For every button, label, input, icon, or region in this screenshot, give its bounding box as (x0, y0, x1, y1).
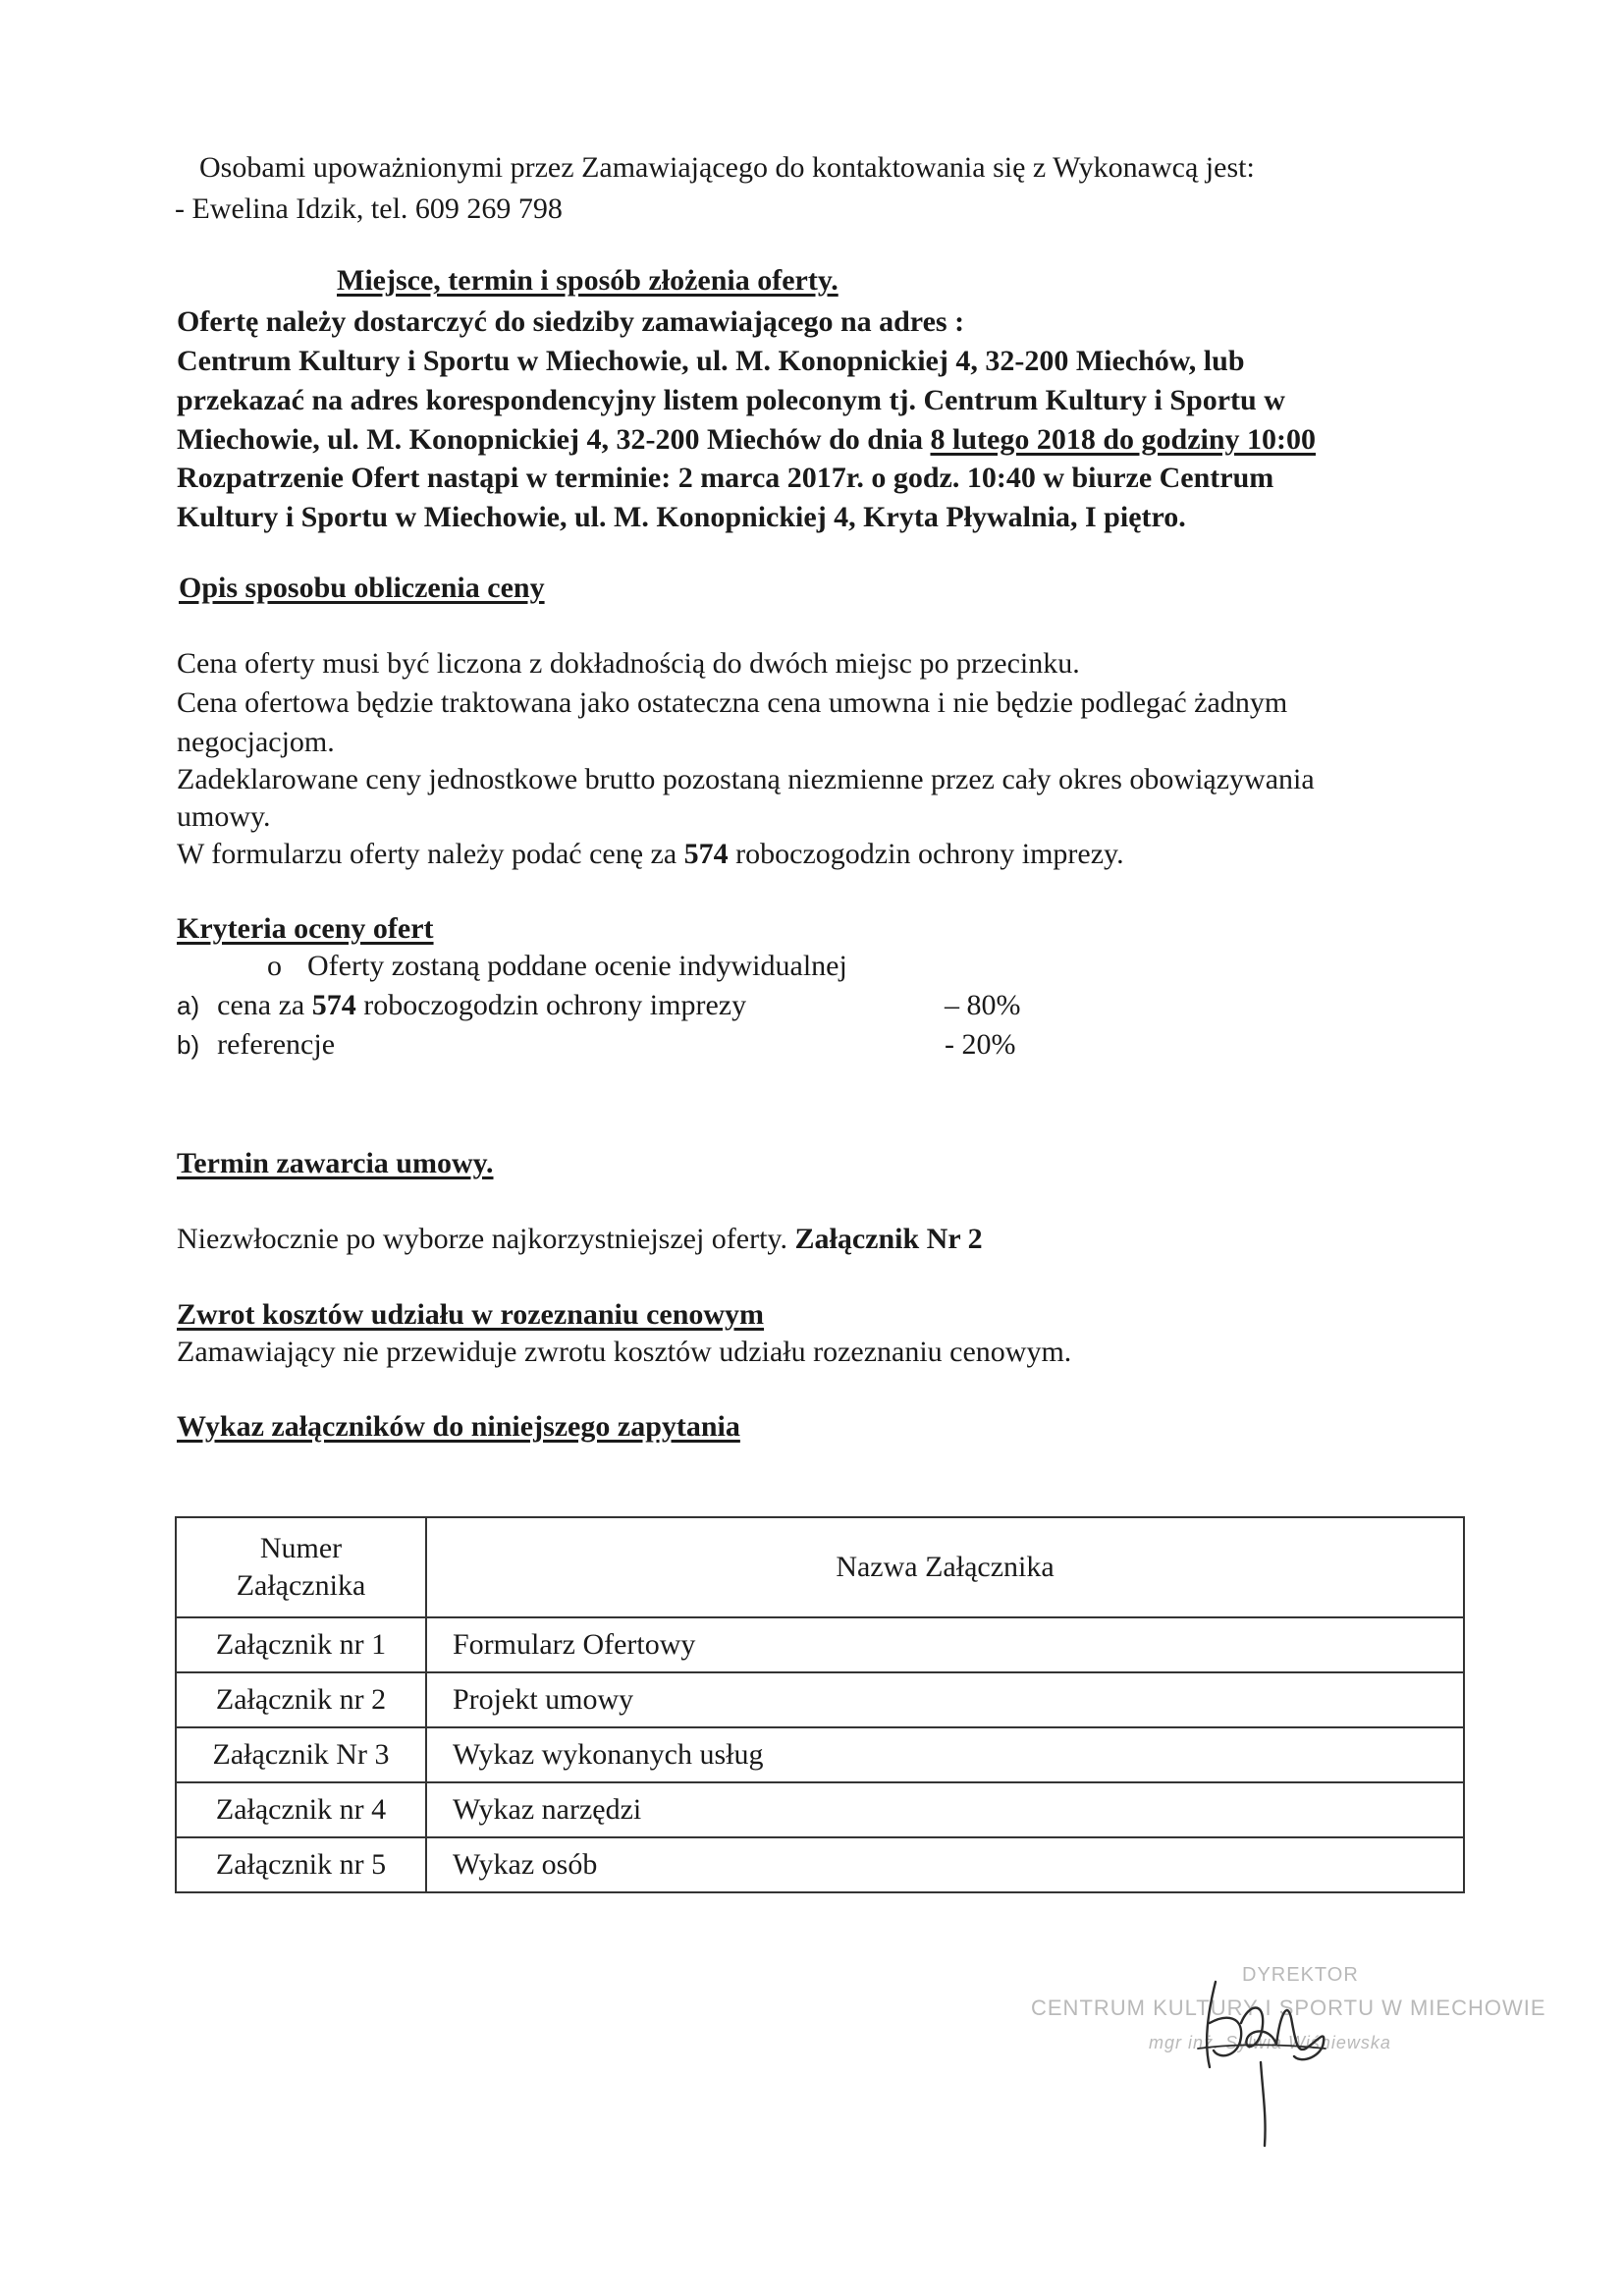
pricing-last-prefix: W formularzu oferty należy podać cenę za (177, 838, 684, 870)
contact-intro: Osobami upoważnionymi przez Zamawiającego do kontaktowania się z Wykonawcą jest: (199, 151, 1255, 184)
item-hours: 574 (311, 989, 356, 1021)
stamp-top-text: DYREKTOR (1242, 1964, 1359, 1986)
col-number-header (176, 1517, 426, 1617)
bullet-marker: o (267, 950, 282, 982)
director-stamp (1031, 1954, 1546, 2151)
contact-person: - Ewelina Idzik, tel. 609 269 798 (175, 192, 563, 225)
stamp-middle-text: CENTRUM KULTURY I SPORTU W MIECHOWIE (1031, 1995, 1546, 2020)
attachment-name: Wykaz wykonanych usług (426, 1727, 1464, 1782)
attachment-name: Formularz Ofertowy (426, 1617, 1464, 1672)
refund-text: Zamawiający nie przewiduje zwrotu kosztów udziału rozeznaniu cenowym. (177, 1336, 1072, 1368)
criteria-weight: - 20% (945, 1028, 1016, 1061)
pricing-line: umowy. (177, 800, 271, 833)
contract-attachment-ref: Załącznik Nr 2 (794, 1223, 983, 1255)
criteria-weight: – 80% (945, 989, 1021, 1021)
attachment-name: Wykaz osób (426, 1837, 1464, 1892)
table-row (176, 1837, 1464, 1892)
bullet-text: Oferty zostaną poddane ocenie indywidualnej (307, 950, 847, 982)
criteria-heading: Kryteria oceny ofert (177, 912, 434, 945)
submission-heading: Miejsce, termin i sposób złożenia oferty. (337, 264, 839, 297)
attachment-number: Załącznik nr 4 (176, 1782, 426, 1837)
pricing-line: negocjacjom. (177, 726, 335, 758)
attachment-number: Załącznik Nr 3 (176, 1727, 426, 1782)
table-row (176, 1617, 1464, 1672)
stamp-bottom-text: mgr inż. Sylwia Wiśniewska (1149, 2033, 1391, 2052)
submission-line: Centrum Kultury i Sportu w Miechowie, ul. M. Konopnickiej 4, 32-200 Miechów, lub (177, 345, 1245, 377)
col-number-line2: Załącznika (236, 1569, 366, 1602)
table-row (176, 1672, 1464, 1727)
submission-line: Rozpatrzenie Ofert nastąpi w terminie: 2 marca 2017r. o godz. 10:40 w biurze Centrum (177, 462, 1274, 494)
table-header-row (176, 1517, 1464, 1617)
item-suffix: roboczogodzin ochrony imprezy (355, 989, 747, 1021)
item-marker: a) (177, 991, 200, 1020)
item-prefix: cena za (217, 989, 312, 1021)
item-marker: b) (177, 1030, 200, 1060)
item-prefix: referencje (217, 1028, 336, 1061)
submission-line: Kultury i Sportu w Miechowie, ul. M. Konopnickiej 4, Kryta Pływalnia, I piętro. (177, 501, 1186, 533)
contract-text: Niezwłocznie po wyborze najkorzystniejszej oferty. (177, 1223, 795, 1255)
criteria-bullet (267, 948, 847, 985)
criteria-item-price (177, 987, 746, 1024)
criteria-item-references (177, 1026, 335, 1064)
contract-text-line (177, 1221, 983, 1258)
attachment-number: Załącznik nr 1 (176, 1617, 426, 1672)
submission-line: przekazać na adres korespondencyjny listem poleconym tj. Centrum Kultury i Sportu w (177, 384, 1285, 416)
submission-line: Ofertę należy dostarczyć do siedziby zamawiającego na adres : (177, 305, 965, 338)
attachments-table (175, 1516, 1465, 1893)
col-number-line1: Numer (259, 1532, 343, 1564)
pricing-last-line (177, 836, 1124, 873)
attachment-number: Załącznik nr 2 (176, 1672, 426, 1727)
refund-heading: Zwrot kosztów udziału w rozeznaniu cenowym (177, 1298, 765, 1331)
signature-icon (1031, 1954, 1453, 2151)
pricing-hours: 574 (683, 838, 729, 870)
pricing-line: Zadeklarowane ceny jednostkowe brutto pozostaną niezmienne przez cały okres obowiązywania (177, 763, 1315, 795)
attachment-number: Załącznik nr 5 (176, 1837, 426, 1892)
pricing-line: Cena oferty musi być liczona z dokładnością do dwóch miejsc po przecinku. (177, 647, 1080, 680)
contract-heading: Termin zawarcia umowy. (177, 1147, 494, 1179)
attachment-name: Wykaz narzędzi (426, 1782, 1464, 1837)
table-row (176, 1782, 1464, 1837)
deadline-date: 8 lutego 2018 do godziny 10:00 (930, 423, 1317, 456)
submission-deadline-line (177, 421, 1316, 459)
attachments-heading: Wykaz załączników do niniejszego zapytania (177, 1410, 740, 1443)
deadline-prefix: Miechowie, ul. M. Konopnickiej 4, 32-200 Miechów do dnia (177, 423, 931, 456)
pricing-last-suffix: roboczogodzin ochrony imprezy. (728, 838, 1124, 870)
pricing-line: Cena ofertowa będzie traktowana jako ostateczna cena umowna i nie będzie podlegać żadnym (177, 686, 1288, 719)
attachment-name: Projekt umowy (426, 1672, 1464, 1727)
pricing-heading: Opis sposobu obliczenia ceny (179, 572, 545, 604)
col-name-header: Nazwa Załącznika (426, 1517, 1464, 1617)
table-row (176, 1727, 1464, 1782)
